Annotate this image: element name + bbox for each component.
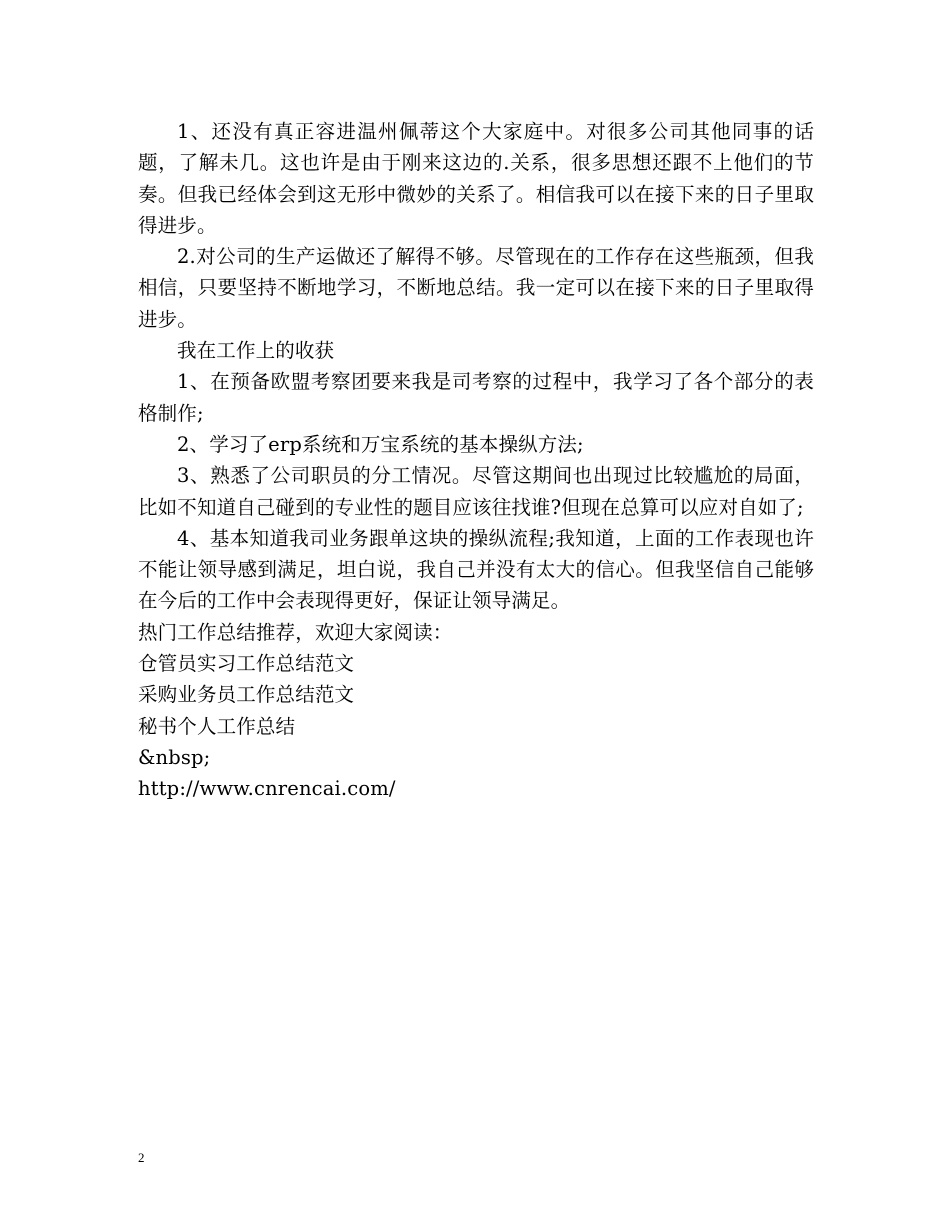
recommendation-link-purchasing[interactable]: 采购业务员工作总结范文 <box>138 683 355 707</box>
page-number: 2 <box>138 1150 145 1165</box>
document-body <box>138 116 814 805</box>
literal-nbsp-text: &nbsp; <box>138 745 211 769</box>
paragraph-shortcoming-1: 1、还没有真正容进温州佩蒂这个大家庭中。对很多公司其他同事的话题，了解未几。这也许是由于刚来这边的.关系，很多思想还跟不上他们的节奏。但我已经体会到这无形中微妙的关系了。相信我可以在接下来的日子里取得进步。 <box>138 120 814 237</box>
paragraph-shortcoming-2: 2.对公司的生产运做还了解得不够。尽管现在的工作存在这些瓶颈，但我相信，只要坚持不断地学习，不断地总结。我一定可以在接下来的日子里取得进步。 <box>138 245 814 331</box>
section-heading-gains: 我在工作上的收获 <box>177 339 335 363</box>
recommendation-heading: 热门工作总结推荐，欢迎大家阅读： <box>138 620 453 644</box>
paragraph-gain-1: 1、在预备欧盟考察团要来我是司考察的过程中，我学习了各个部分的表格制作; <box>138 370 814 425</box>
paragraph-gain-4: 4、基本知道我司业务跟单这块的操纵流程;我知道，上面的工作表现也许不能让领导感到满足，坦白说，我自己并没有太大的信心。但我坚信自己能够在今后的工作中会表现得更好，保证让领导满足。 <box>138 526 814 613</box>
recommendation-link-secretary[interactable]: 秘书个人工作总结 <box>138 714 296 738</box>
recommendation-link-warehouse[interactable]: 仓管员实习工作总结范文 <box>138 652 355 676</box>
paragraph-gain-2: 2、学习了erp系统和万宝系统的基本操纵方法; <box>177 432 584 456</box>
paragraph-gain-3: 3、熟悉了公司职员的分工情况。尽管这期间也出现过比较尴尬的局面，比如不知道自己碰到的专业性的题目应该往找谁?但现在总算可以应对自如了; <box>138 464 814 519</box>
source-url[interactable]: http://www.cnrencai.com/ <box>138 777 396 801</box>
